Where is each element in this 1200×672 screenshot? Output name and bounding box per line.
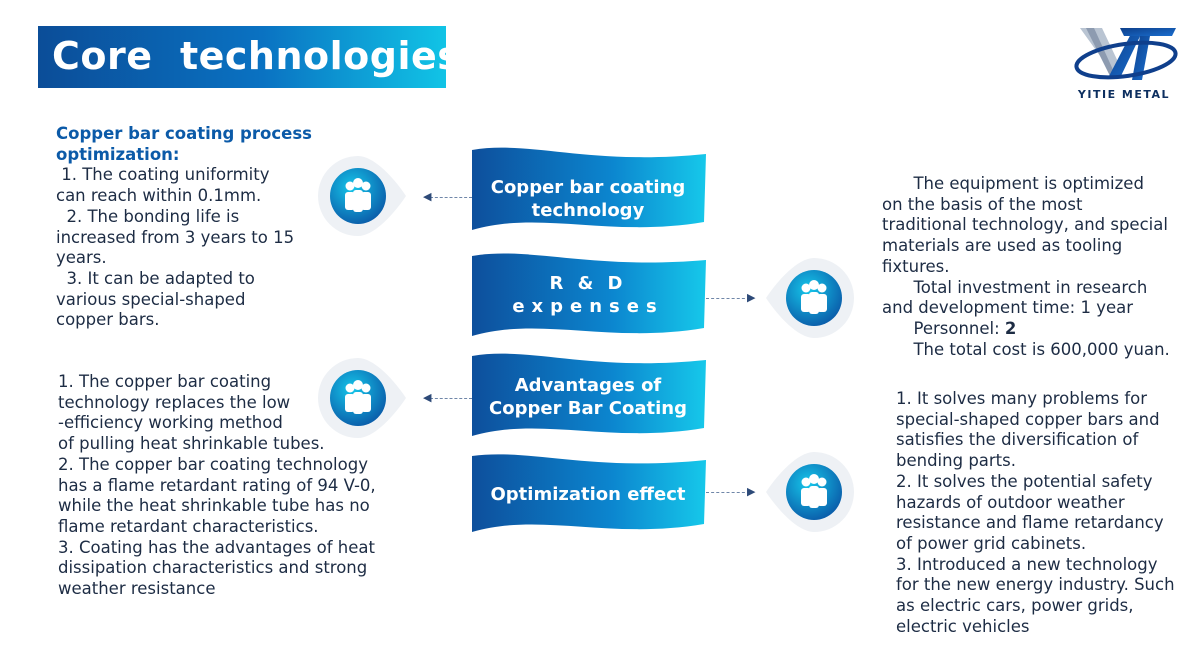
- rd-total-cost: The total cost is 600,000 yuan.: [913, 339, 1170, 359]
- people-group-icon: [314, 352, 410, 448]
- connector-line: [706, 492, 750, 493]
- ribbon-rd-expenses: [470, 248, 706, 344]
- personnel-value: 2: [1004, 318, 1017, 338]
- logo-text: YITIE METAL: [1077, 88, 1171, 101]
- rd-expenses-block: [882, 174, 1170, 360]
- ribbon-label-optimization-effect: Optimization effect: [490, 484, 686, 505]
- ribbon-advantages: [470, 350, 706, 444]
- people-group-icon: [314, 150, 410, 246]
- ribbon-label-rd-expenses: R & D expenses: [512, 273, 664, 317]
- arrow-left-icon: ◀: [423, 190, 432, 203]
- arrow-right-icon: ▶: [747, 485, 756, 498]
- optimization-text: 1. It solves many problems for special-shaped copper bars and satisfies the diversification of bending parts. 2. It solves the potential safety hazards of outdoor weather resistance and flame retardancy of power grid cabinets. 3. Introduced a new technology for the new energy industry. Such as electric cars, power grids, electric vehicles: [896, 389, 1175, 636]
- people-group-icon: [762, 252, 858, 348]
- advantages-text: 1. The copper bar coating technology replaces the low -efficiency working method of pulling heat shrinkable tubes. 2. The copper bar coating technology has a flame retardant rating of 94 V-0, while the heat shrinkable tube has no flame retardant characteristics. 3. Coating has the advantages of heat dissipation characteristics and strong weather resistance: [58, 372, 376, 599]
- rd-expenses-body: The equipment is optimized on the basis of the most traditional technology, and special materials are used as tooling fixtures. Total investment in research and development time: 1 year Personnel:: [882, 174, 1168, 338]
- ribbon-label-advantages: Advantages of Copper Bar Coating: [489, 375, 687, 419]
- connector-line: [706, 298, 750, 299]
- arrow-left-icon: ◀: [423, 391, 432, 404]
- coating-process-block: [56, 124, 312, 331]
- page-title: Core technologies: [52, 34, 461, 78]
- connector-line: [430, 197, 472, 198]
- ribbon-label-coating-technology: Copper bar coating technology: [490, 177, 686, 221]
- arrow-right-icon: ▶: [747, 291, 756, 304]
- connector-line: [430, 398, 472, 399]
- ribbon-optimization-effect: [470, 452, 706, 540]
- coating-process-heading: Copper bar coating process optimization:: [56, 124, 312, 164]
- ribbon-coating-technology: [470, 144, 706, 238]
- coating-process-body: 1. The coating uniformity can reach within 0.1mm. 2. The bonding life is increased from 3 years to 15 years. 3. It can be adapted to various special-shaped copper bars.: [56, 165, 295, 330]
- people-group-icon: [762, 446, 858, 542]
